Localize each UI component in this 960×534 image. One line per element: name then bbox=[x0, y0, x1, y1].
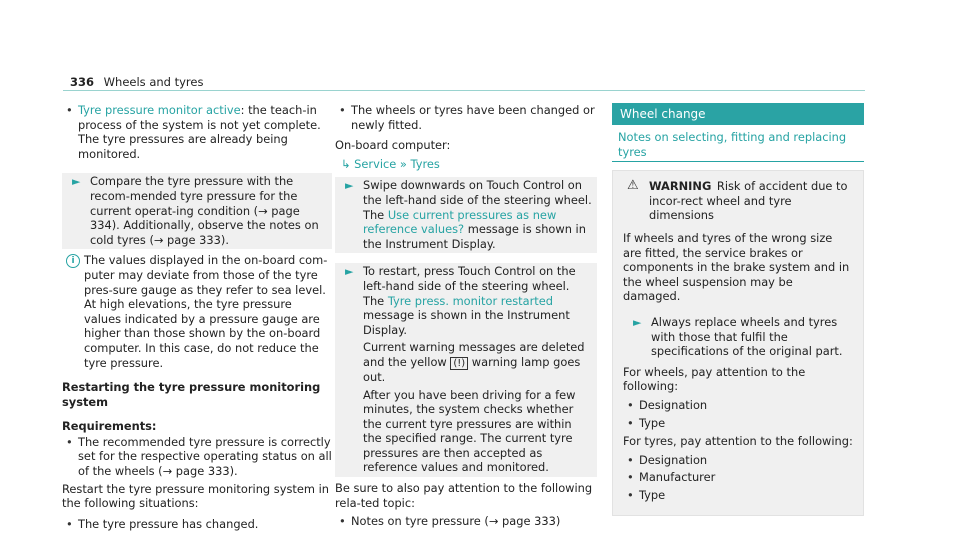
list-item: • Type bbox=[623, 488, 853, 503]
paragraph: For wheels, pay attention to the following: bbox=[623, 364, 806, 394]
step-arrow-icon: ► bbox=[345, 265, 354, 279]
paragraph: On-board computer: bbox=[335, 138, 451, 153]
step-text: Current warning messages are deleted and the yellow bbox=[363, 340, 585, 369]
list-item-text: The recommended tyre pressure is correctly set for the respective operating status on all of the wheels (→ page 333). bbox=[78, 434, 332, 479]
subsection-heading: Notes on selecting, fitting and replacing tyres bbox=[612, 130, 864, 162]
header-divider bbox=[63, 90, 865, 91]
step-arrow-icon: ► bbox=[345, 179, 354, 193]
menu-path bbox=[335, 157, 597, 172]
info-icon: i bbox=[66, 254, 80, 268]
column-middle bbox=[335, 103, 597, 532]
step-text: Compare the tyre pressure with the recom-mended tyre pressure for the current operat-ing condition (→ page 334). Additionally, observe the notes on cold tyres (→ page 333). bbox=[90, 174, 319, 247]
list-item-text: The tyre pressure has changed. bbox=[78, 516, 259, 531]
return-arrow-icon: ↳ bbox=[341, 156, 351, 171]
warning-triangle-icon: ⚠ bbox=[627, 178, 639, 194]
column-left bbox=[62, 103, 332, 534]
section-heading: Restarting the tyre pressure monitoring system bbox=[62, 380, 321, 409]
chapter-title: Wheels and tyres bbox=[103, 75, 204, 89]
column-right bbox=[612, 103, 864, 516]
double-chevron-icon: » bbox=[399, 156, 407, 171]
step-text: message is shown in the Instrument Display. bbox=[363, 308, 570, 337]
info-note bbox=[62, 253, 332, 370]
step-arrow-icon: ► bbox=[72, 175, 81, 189]
step-text: Swipe downwards on Touch Control on the left-hand side of the steering wheel. bbox=[363, 178, 592, 207]
step-text: warning lamp goes out. bbox=[363, 354, 581, 384]
step-text: The bbox=[363, 293, 388, 308]
section-banner: Wheel change bbox=[612, 103, 864, 125]
list-item bbox=[62, 517, 332, 532]
step-text: Always replace wheels and tyres with those that fulfil the specifications of the original part. bbox=[651, 314, 843, 359]
status-message-link: Tyre pressure monitor active bbox=[78, 103, 241, 117]
step-text: The bbox=[363, 207, 388, 222]
menu-service: Service bbox=[354, 156, 397, 171]
step-text: To restart, press Touch Control on the left-hand side of the steering wheel. bbox=[363, 264, 576, 293]
warning-header bbox=[623, 179, 853, 223]
list-item: • Type bbox=[623, 416, 853, 431]
step-text: message is shown in the Instrument Display. bbox=[363, 222, 586, 251]
display-message: Tyre press. monitor restarted bbox=[387, 293, 553, 308]
note-text: The values displayed in the on-board com-puter may deviate from those of the tyre pres-sure gauge as they refer to sea level. At high elevations, the tyre pressure values indicated by a pressure gauge are higher than those shown by the on-board computer. In this case, do not reduce the tyre pressure. bbox=[84, 253, 328, 370]
instruction-step bbox=[62, 173, 332, 249]
list-item bbox=[62, 103, 332, 161]
warning-body: If wheels and tyres of the wrong size are fitted, the service brakes or components in the brake system and in the wheel suspension may be damaged. bbox=[623, 230, 850, 304]
list-item: • Designation bbox=[623, 453, 853, 468]
paragraph: Restart the tyre pressure monitoring system in the following situations: bbox=[62, 481, 329, 511]
instruction-step bbox=[335, 263, 597, 477]
list-item bbox=[335, 103, 597, 132]
list-item: • Designation bbox=[623, 398, 853, 413]
list-item: • Manufacturer bbox=[623, 470, 853, 485]
menu-tyres: Tyres bbox=[410, 156, 440, 171]
warning-title: Risk of accident due to incor-rect wheel and tyre dimensions bbox=[649, 179, 848, 223]
warning-lamp-icon: (!) bbox=[450, 357, 468, 370]
paragraph: For tyres, pay attention to the following: bbox=[623, 434, 853, 449]
list-item bbox=[335, 514, 597, 529]
instruction-step bbox=[623, 314, 853, 361]
list-item bbox=[62, 435, 332, 479]
page-header bbox=[70, 75, 203, 90]
paragraph: Be sure to also pay attention to the following rela-ted topic: bbox=[335, 481, 593, 510]
warning-label: WARNING bbox=[649, 179, 712, 194]
step-text: After you have been driving for a few minutes, the system checks whether the current tyre pressures are within the specified range. The current tyre pressures are then accepted as reference values and monitored. bbox=[363, 387, 576, 475]
list-item-text: The wheels or tyres have been changed or newly fitted. bbox=[351, 103, 595, 132]
instruction-step bbox=[335, 177, 597, 253]
requirements-heading: Requirements: bbox=[62, 419, 157, 434]
page-number: 336 bbox=[70, 75, 95, 89]
list-item-text: : the teach-in process of the system is not yet complete. The tyre pressures are already being monitored. bbox=[78, 103, 321, 161]
step-arrow-icon: ► bbox=[633, 315, 642, 329]
display-message: Use current pressures as new reference values? bbox=[363, 207, 557, 237]
warning-box bbox=[612, 170, 864, 516]
list-item-text: Notes on tyre pressure (→ page 333) bbox=[351, 514, 561, 529]
